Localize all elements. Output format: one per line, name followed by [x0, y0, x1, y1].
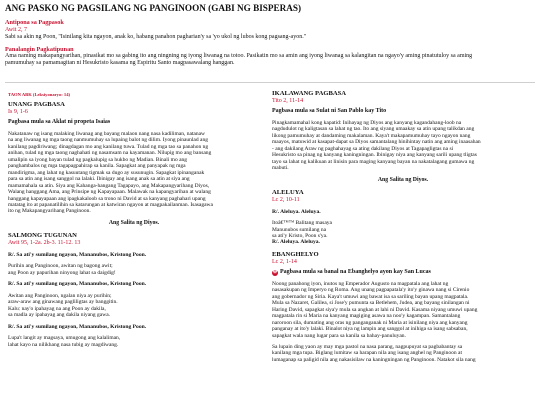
page-title: ANG PASKO NG PAGSILANG NG PANGINOON (GABI NG BISPERAS) — [5, 3, 302, 13]
gospel-intro: ✠ Pagbasa mula sa banal na Ebanghelyo ayon kay San Lucas — [272, 268, 431, 275]
lectionary-label: TAON ABK (Leksiyonaryo: 14) — [8, 92, 71, 97]
second-reading-ref: Tito 2, 11-14 — [272, 98, 304, 104]
gospel-text: Noong panahong iyon, inutos ng Emperador Augusto na magpatala ang lahat ng nasasakupan ng Imperyo ng Roma. Ang unang pagpapatala'y ito'y ginawa nang si Cirenio ang gobernador ng Siria. Kaya't umuwi ang bawat isa sa sariling bayan upang magpatala. Mula sa Nazaret, Galilea, si Jose'y pumunta sa Betlehem, Judea, ang bayang sinilangan ni Haring David, sapagkat siya'y mula sa angkan at lahi ni David. Kasama niyang umuwi upang magpatala rin si Maria na kanyang magiging asawa na noo'y kagampan. Samantalang naroroon sila, dumating ang oras ng panganganak ni Maria at isinilang niya ang kanyang panganay at ito'y lalaki. Binalot niya ng lampin ang sanggol at inihiga sa isang sabsaban, sapagkat wala nang lugar para sa kanila sa bahay-panuluyan. — [272, 280, 478, 339]
second-reading-heading: IKALAWANG PAGBASA — [272, 90, 347, 97]
second-reading-text: Pinagkamamahal kong kapatid: Inihayag ng Diyos ang kanyang kagandahang-loob na nagdudulot ng kaligtasan sa lahat ng tao. Ito ang siyang umaakay sa atin upang talikdan ang likong pamumuhay at dandaming makalaman. Kaya't makapamumuhay tayo ngayon nang maayos, matuwid at kasapat-dapat sa Diyos samantalang hinihintay natin ang aming inaasahan - ang dakilang Araw ng paghahayag sa ating dakilang Diyos at Tagapagligtas na si Hesukristo sa pinag ng kanyang kaningningan. Ibinigay niya ang kanyang sarili upang tligtas tayo sa lahat ng kalikuan at linisin para maging kanyang bayan na nakatalagang gumawa ng mabuti. — [272, 120, 481, 172]
alleluia-heading: ALELUYA — [272, 188, 304, 196]
antiphon-ref: Awit 2, 7 — [5, 26, 27, 33]
header-section — [5, 3, 535, 67]
first-reading-heading: UNANG PAGBASA — [8, 101, 65, 108]
first-reading-closing: Ang Salita ng Diyos. — [108, 219, 160, 226]
alleluia-ref: Lc 2, 10-11 — [272, 196, 300, 203]
alleluia-response: R/. Aleluya. Aleluya. — [272, 208, 321, 215]
psalm-response: R/. Sa ati'y sumilang ngayon, Mananubos, Kristong Poon. — [8, 281, 147, 288]
antiphon-heading: Antipona sa Pagpasok — [5, 19, 64, 26]
collect-heading: Panalangin Pagkatipunan — [5, 45, 74, 53]
psalm-stanza: Awitan ang Panginoon, ngalan niya ay purihin; araw-araw ang ginawang pagliligtas ay banggitin. Kaluː nay'o ipahayag na ang Poon ay dakila, sa madla ay ipahayag ang dakila niyang gawa. — [8, 292, 118, 319]
alleluia-verse: Itoâ€™™ Balitang masaya Manunubos sumilang na sa ati'y Kristo, Poon s'ya. R/. Aleluya. Aleluya. — [272, 220, 332, 246]
collect-line: pamumuhay sa pamamagitan ni Hesukristo kasama ng Espiritu Santo magpasawalang hanggan. — [5, 60, 235, 66]
psalm-heading: SALMONG TUGUNAN — [8, 231, 77, 239]
divider — [5, 82, 535, 83]
psalm-stanza: Purihin ang Panginoon, awitan ng bagong awit; ang Poon ay papurihan ninyong lahat sa daigdig! — [8, 263, 116, 276]
gospel-heading: EBANGHELYO — [272, 250, 319, 258]
psalm-response: R/. Sa ati'y sumilang ngayon, Mananubos, Kristong Poon. — [8, 251, 147, 258]
left-column — [8, 92, 260, 353]
first-reading-ref: Is 9, 1-6 — [8, 109, 28, 115]
antiphon-text: Sabi sa akin ng Poon, "Isinilang kita ngayon, anak ko, habang panahon pagharian'y sa 'yo ukol ng lubos kong pagsang-ayon." — [5, 33, 307, 40]
first-reading-text: Nakatanaw ng isang malaking liwanag ang bayang malaon nang nasa kadiliman, natanaw na ang liwanag ng mga taong nanmumuhay sa lupaing balot ng dilim. Iyong pinaunlad ang kanilang pagdiriwang; dinagdagan mo ang kanilang tuwa. Tulad ng mga tao sa panahon ng anihan, tulad ng mga taong naghahati ng nasamsam na kayamanan. Nilupig mo ang bansang umalipin sa iyong bayan tulad ng pagkalupig sa hukbo ng Madian. Binali mo ang panghambalos ng mga tagapagpahirap sa kanila. Sapagkat ang panyapak ng mga mandirigma, ang lahat ng kasuutang tigmak sa dugo ay susunugin. Sapagkat ipinanganak para sa atin ang isang sanggol na lalaki. Ibinigay ang isang anak sa atin at siya ang mamamahala sa atin. Siya ang Kahanga-hangang Tagapayo, ang Makapangyarihang Diyos, Walang hanggang Ama, ang Prinsipe ng Kapayapaan. Malawak na kapangyarihan at walang hanggang kapayapaan ang ipagkakaloob sa trono ni David at sa kanyang paghahari upang matatag ito at papanatilihin sa katarungan at katwiran ngayon at magpakailanman. Isasagawa ito ng Makapangyarihang Panginoon. — [8, 131, 213, 215]
right-column — [272, 90, 534, 368]
psalm-response: R/. Sa ati'y sumilang ngayon, Mananubos, Kristong Poon. — [8, 323, 147, 330]
psalm-stanza: Lupa't langit ay magsaya, umugong ang kalaliman, lahat kayo na nilikhang nasa tubig ay magdiwang. — [8, 335, 121, 348]
cross-icon: ✠ — [272, 269, 278, 275]
first-reading-intro: Pagbasa mula sa Aklat ni propeta Isaias — [8, 119, 111, 125]
gospel-text: Sa lupain ding yaon ay may mga pastol na nasa parang, nagpupuyat sa pagbabantay sa kanilang mga tupa. Biglang lumitaw sa harapan nila ang isang anghel ng Panginoon at lumaganap sa paligid nila ang nakasisilaw na kaningningan ng Panginoon. Natakot sila nang — [272, 344, 476, 363]
second-reading-intro: Pagbasa mula sa Sulat ni San Pablo kay Tito — [272, 108, 387, 114]
second-reading-closing: Ang Salita ng Diyos. — [377, 176, 429, 183]
psalm-ref: Awit 95, 1-2a. 2b-3. 11-12. 13 — [8, 239, 81, 246]
gospel-ref: Lc 2, 1-14 — [272, 258, 297, 265]
collect-line: Ama naming makapangyarihan, pinasikat mo sa gabing ito ang ningning ng iyong liwanag na totoo. Pasikatin mo sa amin ang iyong liwanag sa kalangitan na ngayo'y aming pinatutuloy sa aming — [5, 53, 473, 59]
